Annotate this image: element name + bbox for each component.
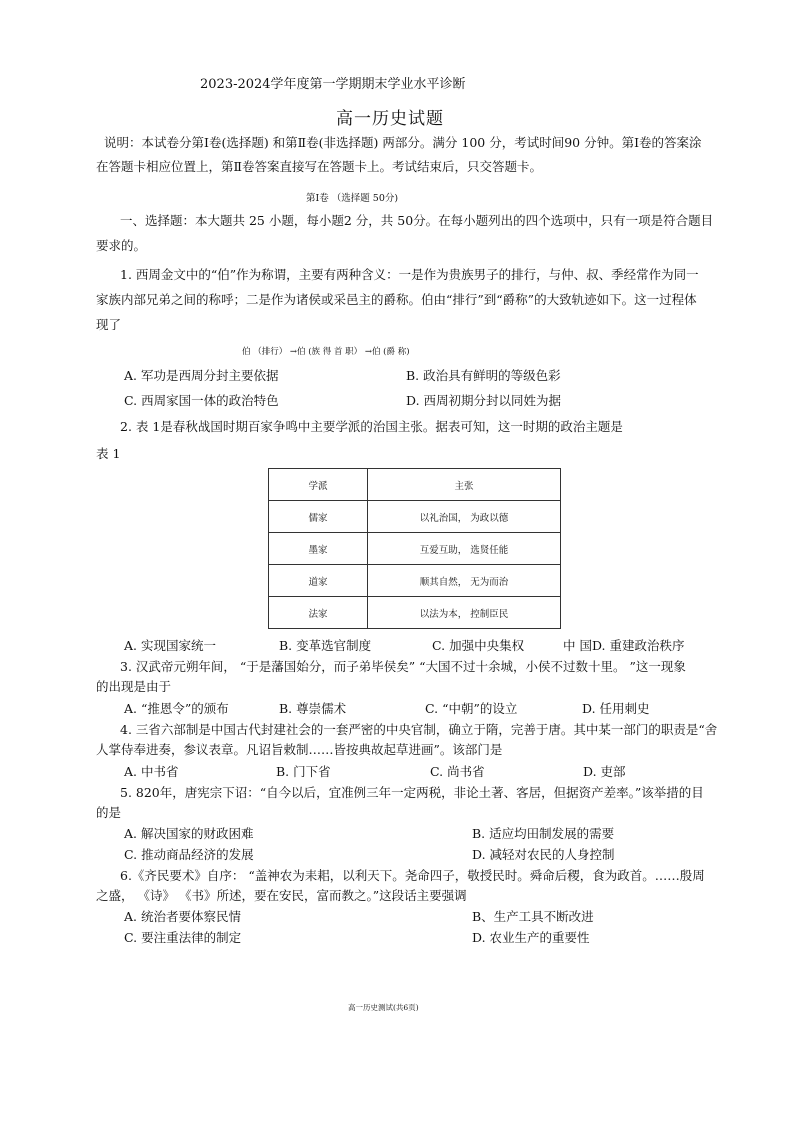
question-5-option-c: C. 推动商品经济的发展 (124, 847, 254, 862)
table-row (269, 565, 561, 597)
question-3-option-d: D. 任用刺史 (582, 701, 650, 716)
table-cell-school: 墨家 (269, 533, 368, 565)
table-header-school: 学派 (269, 469, 368, 501)
question-2-line-2: 表 1 (96, 446, 121, 461)
question-5-line-2: 的是 (96, 805, 122, 820)
question-4-option-a: A. 中书省 (124, 764, 179, 779)
table-cell-school: 法家 (269, 597, 368, 629)
question-1-option-d: D. 西周初期分封以同姓为据 (406, 393, 562, 408)
question-2-option-d: 中 国D. 重建政治秩序 (563, 638, 685, 653)
exam-period-title: 2023-2024学年度第一学期期末学业水平诊断 (200, 77, 466, 92)
table-cell-claim: 以法为本， 控制臣民 (368, 597, 561, 629)
schools-table (268, 468, 561, 629)
question-3-line-2: 的出现是由于 (96, 679, 172, 694)
table-cell-claim: 以礼治国， 为政以德 (368, 501, 561, 533)
question-5-option-d: D. 减轻对农民的人身控制 (472, 847, 615, 862)
question-4-line-2: 人掌侍奉进奏，参议表章。凡诏旨敕制……皆按典故起草进画”。该部门是 (96, 742, 503, 757)
question-4-option-b: B. 门下省 (276, 764, 331, 779)
page-title: 高一历史试题 (336, 109, 444, 129)
question-1-diagram: 伯 （排行） →伯 (族 得 首 职） →伯 (爵 称) (242, 347, 410, 357)
question-1-option-b: B. 政治具有鲜明的等级色彩 (406, 368, 561, 383)
instructions-line-1: 说明：本试卷分第Ⅰ卷(选择题) 和第Ⅱ卷(非选择题) 两部分。满分 100 分，考试时间90 分钟。第Ⅰ卷的答案涂 (104, 135, 702, 150)
question-5-option-a: A. 解决国家的财政困难 (124, 826, 254, 841)
question-1-line-1: 1. 西周金文中的“伯”作为称谓，主要有两种含义：一是作为贵族男子的排行，与仲、叔、季经常作为同一 (120, 267, 699, 282)
question-5-line-1: 5. 820年，唐宪宗下诏：“自今以后，宜准例三年一定两税，非论土著、客居，但据资产差率。”该举措的目 (120, 785, 704, 800)
question-1-option-c: C. 西周家国一体的政治特色 (124, 393, 279, 408)
section-intro-line-1: 一、选择题：本大题共 25 小题，每小题2 分，共 50分。在每小题列出的四个选项中，只有一项是符合题目 (120, 213, 714, 228)
question-6-option-d: D. 农业生产的重要性 (472, 930, 590, 945)
page-footer: 高一历史测试(共6页) (348, 1003, 419, 1012)
question-2-option-b: B. 变革选官制度 (279, 638, 372, 653)
table-row (269, 501, 561, 533)
question-6-line-1: 6.《齐民要术》自序： “盖神农为耒耜，以利天下。尧命四子，敬授民时。舜命后稷，食为政首。……殷周 (120, 868, 705, 883)
question-6-option-b: B、生产工具不断改进 (472, 909, 594, 924)
question-4-line-1: 4. 三省六部制是中国古代封建社会的一套严密的中央官制，确立于隋，完善于唐。其中某一部门的职责是“舍 (120, 722, 718, 737)
question-6-option-c: C. 要注重法律的制定 (124, 930, 242, 945)
question-2-line-1: 2. 表 1是春秋战国时期百家争鸣中主要学派的治国主张。据表可知，这一时期的政治主题是 (120, 419, 623, 434)
question-3-line-1: 3. 汉武帝元朔年间， “于是藩国始分，而子弟毕侯矣” “大国不过十余城，小侯不过数十里。 ”这一现象 (120, 659, 686, 674)
table-cell-school: 儒家 (269, 501, 368, 533)
section-intro-line-2: 要求的。 (96, 238, 147, 253)
question-3-option-b: B. 尊崇儒术 (279, 701, 347, 716)
question-6-line-2: 之盛， 《诗》 《书》所述，要在安民，富而教之。”这段话主要强调 (96, 888, 467, 903)
question-4-option-d: D. 吏部 (583, 764, 626, 779)
table-header-claim: 主张 (368, 469, 561, 501)
table-row (269, 533, 561, 565)
table-cell-claim: 顺其自然， 无为而治 (368, 565, 561, 597)
question-1-option-a: A. 军功是西周分封主要依据 (124, 368, 279, 383)
question-2-option-c: C. 加强中央集权 (432, 638, 525, 653)
question-3-option-a: A. “推恩令”的颁布 (124, 701, 229, 716)
question-3-option-c: C. “中朝”的设立 (425, 701, 518, 716)
question-1-line-3: 现了 (96, 317, 122, 332)
section-heading: 第Ⅰ卷 （选择题 50分) (306, 193, 399, 204)
question-5-option-b: B. 适应均田制发展的需要 (472, 826, 615, 841)
question-6-option-a: A. 统治者要体察民情 (124, 909, 241, 924)
question-4-option-c: C. 尚书省 (430, 764, 485, 779)
table-row (269, 597, 561, 629)
table-cell-claim: 互爱互助， 选贤任能 (368, 533, 561, 565)
question-1-line-2: 家族内部兄弟之间的称呼；二是作为诸侯或采邑主的爵称。伯由“排行”到“爵称”的大致轨迹如下。这一过程体 (96, 292, 697, 307)
instructions-line-2: 在答题卡相应位置上，第Ⅱ卷答案直接写在答题卡上。考试结束后，只交答题卡。 (96, 159, 542, 174)
question-2-option-a: A. 实现国家统一 (124, 638, 216, 653)
table-cell-school: 道家 (269, 565, 368, 597)
table-header-row (269, 469, 561, 501)
